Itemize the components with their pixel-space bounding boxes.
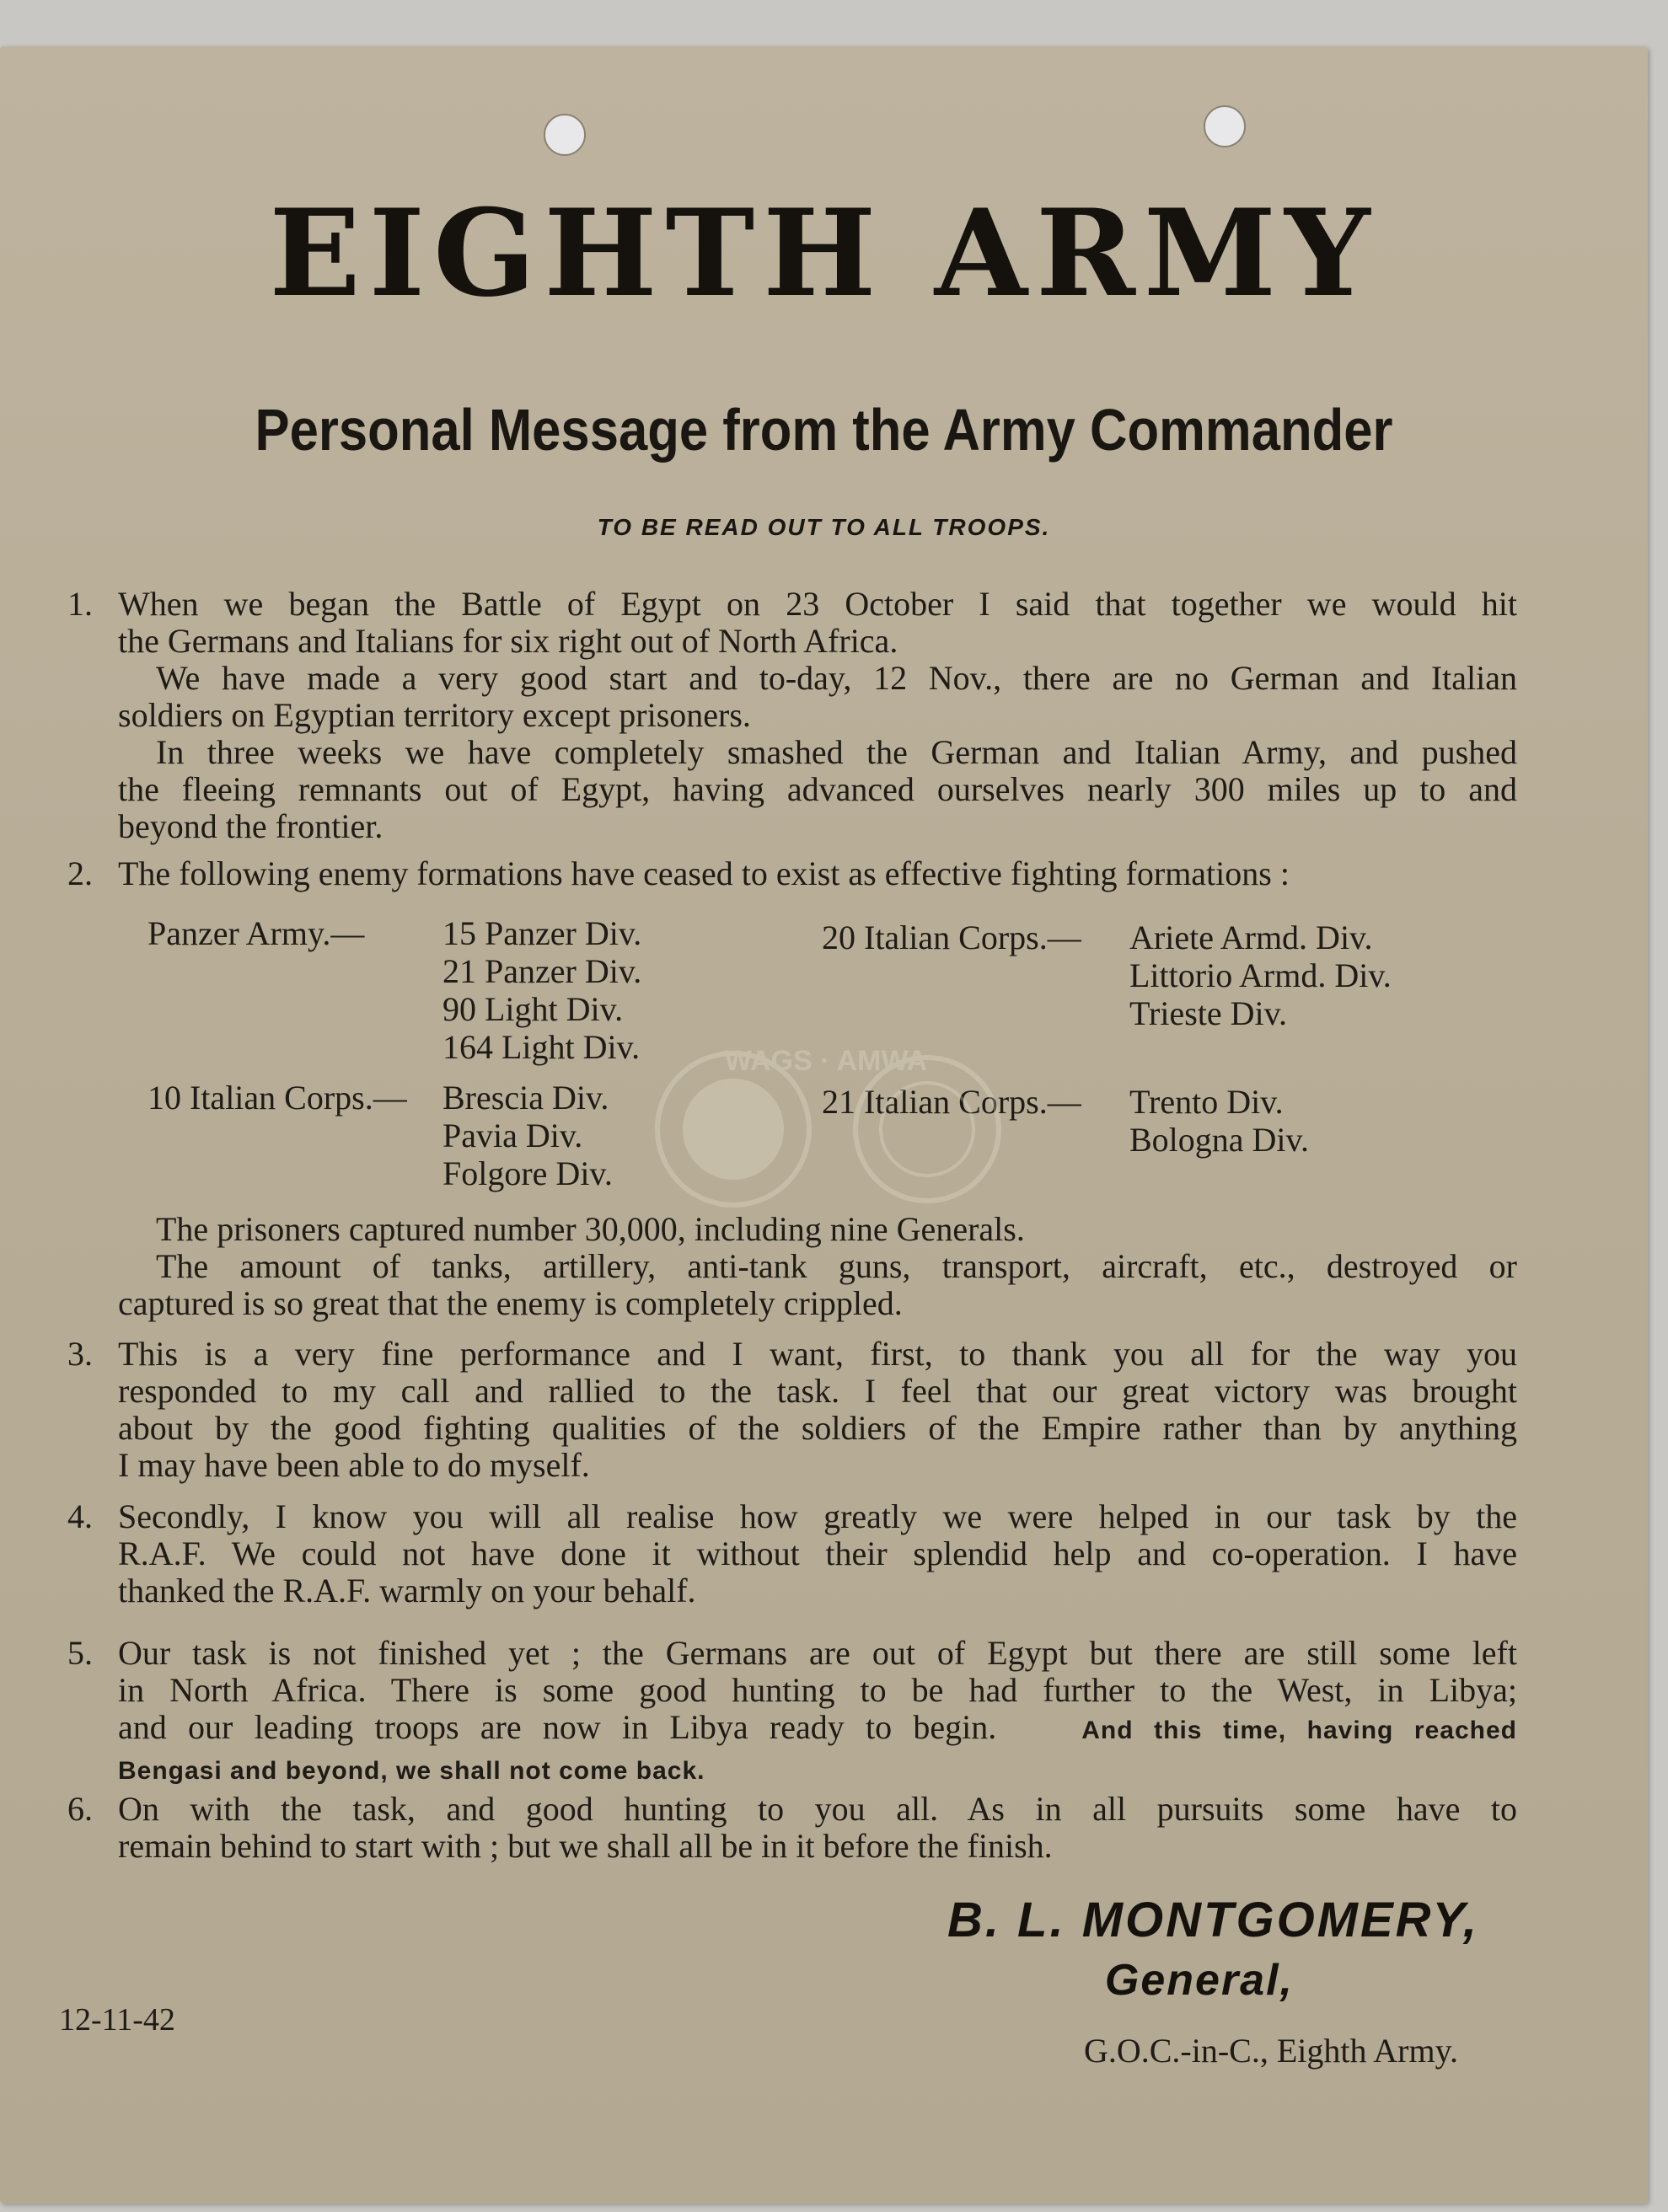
paragraph-line: The amount of tanks, artillery, anti-tank guns, transport, aircraft, etc., destroyed or: [156, 1247, 1517, 1285]
paragraph-line-text: and our leading troops are now in Libya ready to begin.: [118, 1708, 997, 1746]
division-item: Trento Div.: [1129, 1083, 1284, 1121]
paragraph-line: When we began the Battle of Egypt on 23 October I said that together we would hit: [118, 585, 1517, 623]
emphasis-text: Bengasi and beyond, we shall not come back.: [118, 1757, 705, 1785]
paragraph-line: The prisoners captured number 30,000, including nine Generals.: [156, 1210, 1025, 1248]
paragraph-line: the Germans and Italians for six right out of North Africa.: [118, 622, 898, 660]
paragraph-line: In three weeks we have completely smashed the German and Italian Army, and pushed: [156, 733, 1517, 771]
watermark-seal-icon: [624, 1045, 1028, 1213]
paragraph-line: in North Africa. There is some good hunting to be had further to the West, in Libya;: [118, 1671, 1517, 1709]
paragraph-line: [67, 1749, 1517, 1790]
paragraph-2-continuation: [67, 1211, 1517, 1322]
paragraph-line: [67, 1709, 1517, 1749]
paragraph-5: [67, 1635, 1517, 1790]
poster-sheet: [0, 46, 1648, 2204]
read-out-instruction: TO BE READ OUT TO ALL TROOPS.: [597, 514, 1051, 540]
division-item: 21 Panzer Div.: [442, 952, 642, 990]
paragraph-line: Secondly, I know you will all realise how greatly we were helped in our task by the: [118, 1497, 1517, 1535]
division-item: 164 Light Div.: [442, 1028, 641, 1066]
paragraph-line: We have made a very good start and to-day, 12 Nov., there are no German and Italian: [156, 659, 1517, 697]
paragraph-4: [67, 1498, 1517, 1609]
signature-name: B. L. MONTGOMERY,: [947, 1893, 1479, 1947]
paragraph-number: 4.: [67, 1497, 93, 1535]
formation-label: Panzer Army.—: [147, 914, 365, 952]
paragraph-line: captured is so great that the enemy is completely crippled.: [118, 1284, 903, 1322]
paragraph-3: [67, 1336, 1517, 1484]
division-item: Bologna Div.: [1129, 1121, 1309, 1159]
division-item: 15 Panzer Div.: [442, 914, 642, 952]
punch-hole-left: [544, 114, 586, 156]
paragraph-line: beyond the frontier.: [118, 807, 383, 845]
paragraph-line: This is a very fine performance and I want, first, to thank you all for the way you: [118, 1335, 1517, 1373]
punch-hole-right: [1204, 105, 1246, 147]
formation-divisions: [442, 1079, 613, 1192]
formation-divisions: [1129, 919, 1392, 1032]
paragraph-line: remain behind to start with ; but we shall all be in it before the finish.: [118, 1827, 1053, 1865]
page-title: EIGHTH ARMY: [269, 184, 1379, 324]
paragraph-line: thanked the R.A.F. warmly on your behalf.: [118, 1572, 696, 1609]
paragraph-line: The following enemy formations have ceased to exist as effective fighting formations :: [118, 854, 1290, 892]
emphasis-text: And this time, having reached: [1081, 1717, 1517, 1744]
date-reference: 12-11-42: [59, 2002, 175, 2038]
paragraph-line: about by the good fighting qualities of the soldiers of the Empire rather than by anything: [118, 1409, 1517, 1447]
paragraph-line: I may have been able to do myself.: [118, 1446, 590, 1484]
paragraph-number: 3.: [67, 1335, 93, 1373]
formation-divisions: [442, 914, 641, 1066]
paragraph-line: the fleeing remnants out of Egypt, having advanced ourselves nearly 300 miles up to and: [118, 770, 1517, 808]
division-item: Ariete Armd. Div.: [1129, 919, 1373, 956]
formation-label: 21 Italian Corps.—: [822, 1083, 1081, 1121]
division-item: Trieste Div.: [1129, 994, 1288, 1032]
division-item: Brescia Div.: [442, 1079, 609, 1117]
formation-label: 10 Italian Corps.—: [147, 1079, 407, 1117]
paragraph-1: [67, 586, 1517, 845]
signature-rank: General,: [1104, 1956, 1294, 2005]
formation-divisions: [1129, 1083, 1309, 1159]
division-item: Littorio Armd. Div.: [1129, 956, 1392, 994]
paragraph-number: 1.: [67, 585, 93, 623]
paragraph-number: 6.: [67, 1790, 93, 1828]
division-item: Pavia Div.: [442, 1117, 583, 1154]
signature-title: G.O.C.-in-C., Eighth Army.: [1083, 2032, 1458, 2070]
paragraph-line: R.A.F. We could not have done it without their splendid help and co-operation. I have: [118, 1534, 1517, 1572]
paragraph-number: 5.: [67, 1634, 93, 1672]
paragraph-line: responded to my call and rallied to the task. I feel that our great victory was brought: [118, 1372, 1517, 1410]
formation-label: 20 Italian Corps.—: [822, 919, 1081, 956]
paragraph-number: 2.: [67, 854, 93, 892]
paragraph-6: [67, 1791, 1517, 1865]
paragraph-line: On with the task, and good hunting to you all. As in all pursuits some have to: [118, 1790, 1517, 1828]
paragraph-2: [67, 855, 1517, 892]
paragraph-line: soldiers on Egyptian territory except prisoners.: [118, 696, 751, 734]
page-subtitle: Personal Message from the Army Commander: [255, 397, 1393, 463]
division-item: Folgore Div.: [442, 1154, 613, 1192]
watermark-text: WAGS · AMWA: [724, 1045, 928, 1077]
division-item: 90 Light Div.: [442, 990, 624, 1028]
paragraph-line: Our task is not finished yet ; the Germans are out of Egypt but there are still some left: [118, 1634, 1517, 1672]
